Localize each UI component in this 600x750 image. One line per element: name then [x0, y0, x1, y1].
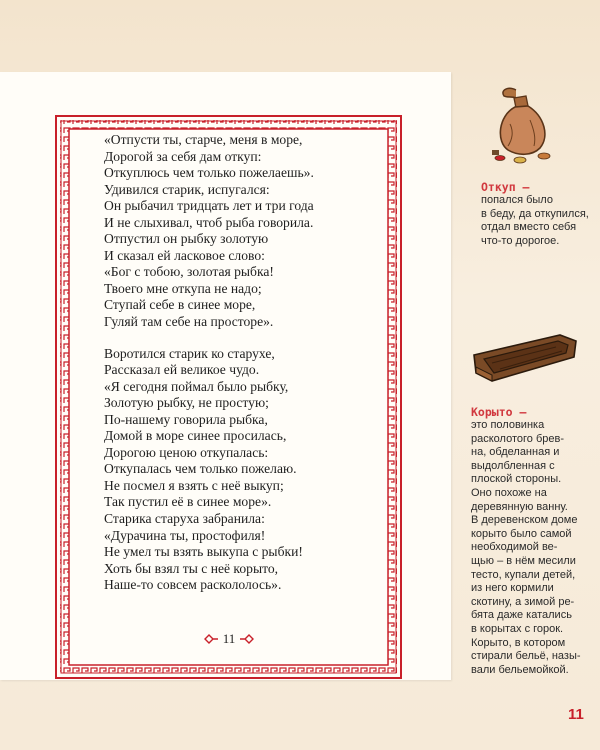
folio	[196, 628, 262, 650]
note-otkup	[481, 180, 591, 248]
note-body	[471, 419, 591, 677]
note-line: плоской стороны.	[471, 473, 562, 486]
note-koryto	[471, 405, 591, 677]
poem-line: Домой в море синее просилась,	[104, 428, 287, 444]
note-line: В деревенском доме	[471, 514, 578, 527]
poem-line: Не умел ты взять выкупа с рыбки!	[104, 544, 303, 560]
note-line: что-то дорогое.	[481, 234, 560, 247]
poem-line: Он рыбачил тридцать лет и три года	[104, 198, 314, 214]
note-line: тесто, купали детей,	[471, 568, 576, 581]
note-line: вали бельемойкой.	[471, 663, 569, 676]
note-line: необходимой ве-	[471, 541, 558, 554]
note-line: Корыто, в котором	[471, 636, 566, 649]
stanza-gap	[104, 331, 404, 346]
note-line: корыто было самой	[471, 527, 572, 540]
note-line: бята даже катались	[471, 609, 572, 622]
note-line: отдал вместо себя	[481, 221, 577, 234]
poem-line: Твоего мне откупа не надо;	[104, 280, 262, 296]
poem-line: Дорогою ценою откупалась:	[104, 444, 269, 460]
poem-line: Ступай себе в синее море,	[104, 297, 256, 313]
note-line: скотину, а зимой ре-	[471, 595, 575, 608]
poem-line: Рассказал ей великое чудо.	[104, 362, 260, 378]
poem-line: «Дурачина ты, простофиля!	[104, 527, 266, 543]
note-line: из него кормили	[471, 582, 554, 595]
note-line: выдолбленная с	[471, 459, 555, 472]
money-sack-icon	[486, 76, 556, 166]
left-ornament-icon	[203, 633, 219, 645]
note-line: деревянную ванну.	[471, 500, 568, 513]
note-line: Оно похоже на	[471, 486, 547, 499]
poem-line: «Бог с тобою, золотая рыбка!	[104, 264, 274, 280]
poem-line: Не посмел я взять с неё выкуп;	[104, 477, 284, 493]
note-line: стирали бельё, назы-	[471, 650, 581, 663]
note-title: Корыто –	[471, 405, 527, 419]
poem-line: Наше-то совсем раскололось».	[104, 577, 282, 593]
poem-line: «Я сегодня поймал было рыбку,	[104, 378, 289, 394]
note-line: это половинка	[471, 419, 545, 431]
note-line: в корытах с горок.	[471, 622, 564, 635]
page-number: 11	[568, 706, 584, 723]
note-body	[481, 194, 591, 248]
poem-line: Золотую рыбку, не простую;	[104, 395, 269, 411]
note-line: в беду, да откупился,	[481, 207, 589, 220]
folio-number: 11	[222, 631, 236, 646]
poem-line: Гуляй там себе на просторе».	[104, 314, 274, 330]
note-title: Откуп –	[481, 180, 530, 194]
wooden-trough-icon	[470, 327, 580, 387]
note-line: щью – в нём месили	[471, 554, 576, 567]
poem-line: И не слыхивал, чтоб рыба говорила.	[104, 214, 314, 230]
poem-line: По-нашему говорила рыбка,	[104, 411, 268, 427]
poem-line: Откуплюсь чем только пожелаешь».	[104, 165, 314, 181]
note-line: расколотого брев-	[471, 432, 564, 445]
poem-line: Отпустил он рыбку золотую	[104, 231, 269, 247]
poem-line: Дорогой за себя дам откуп:	[104, 148, 262, 164]
poem-line: «Отпусти ты, старче, меня в море,	[104, 132, 303, 147]
poem-line: Так пустил её в синее море».	[104, 494, 272, 510]
poem-line: Хоть бы взял ты с неё корыто,	[104, 560, 279, 576]
right-ornament-icon	[239, 633, 255, 645]
poem-line: И сказал ей ласковое слово:	[104, 247, 265, 263]
poem-line: Откупалась чем только пожелаю.	[104, 461, 297, 477]
poem-line: Старика старуха забранила:	[104, 511, 265, 527]
poem-text	[104, 132, 404, 594]
note-line: попался было	[481, 194, 553, 206]
poem-line: Воротился старик ко старухе,	[104, 345, 275, 361]
note-line: на, обделанная и	[471, 446, 560, 459]
poem-line: Удивился старик, испугался:	[104, 181, 270, 197]
